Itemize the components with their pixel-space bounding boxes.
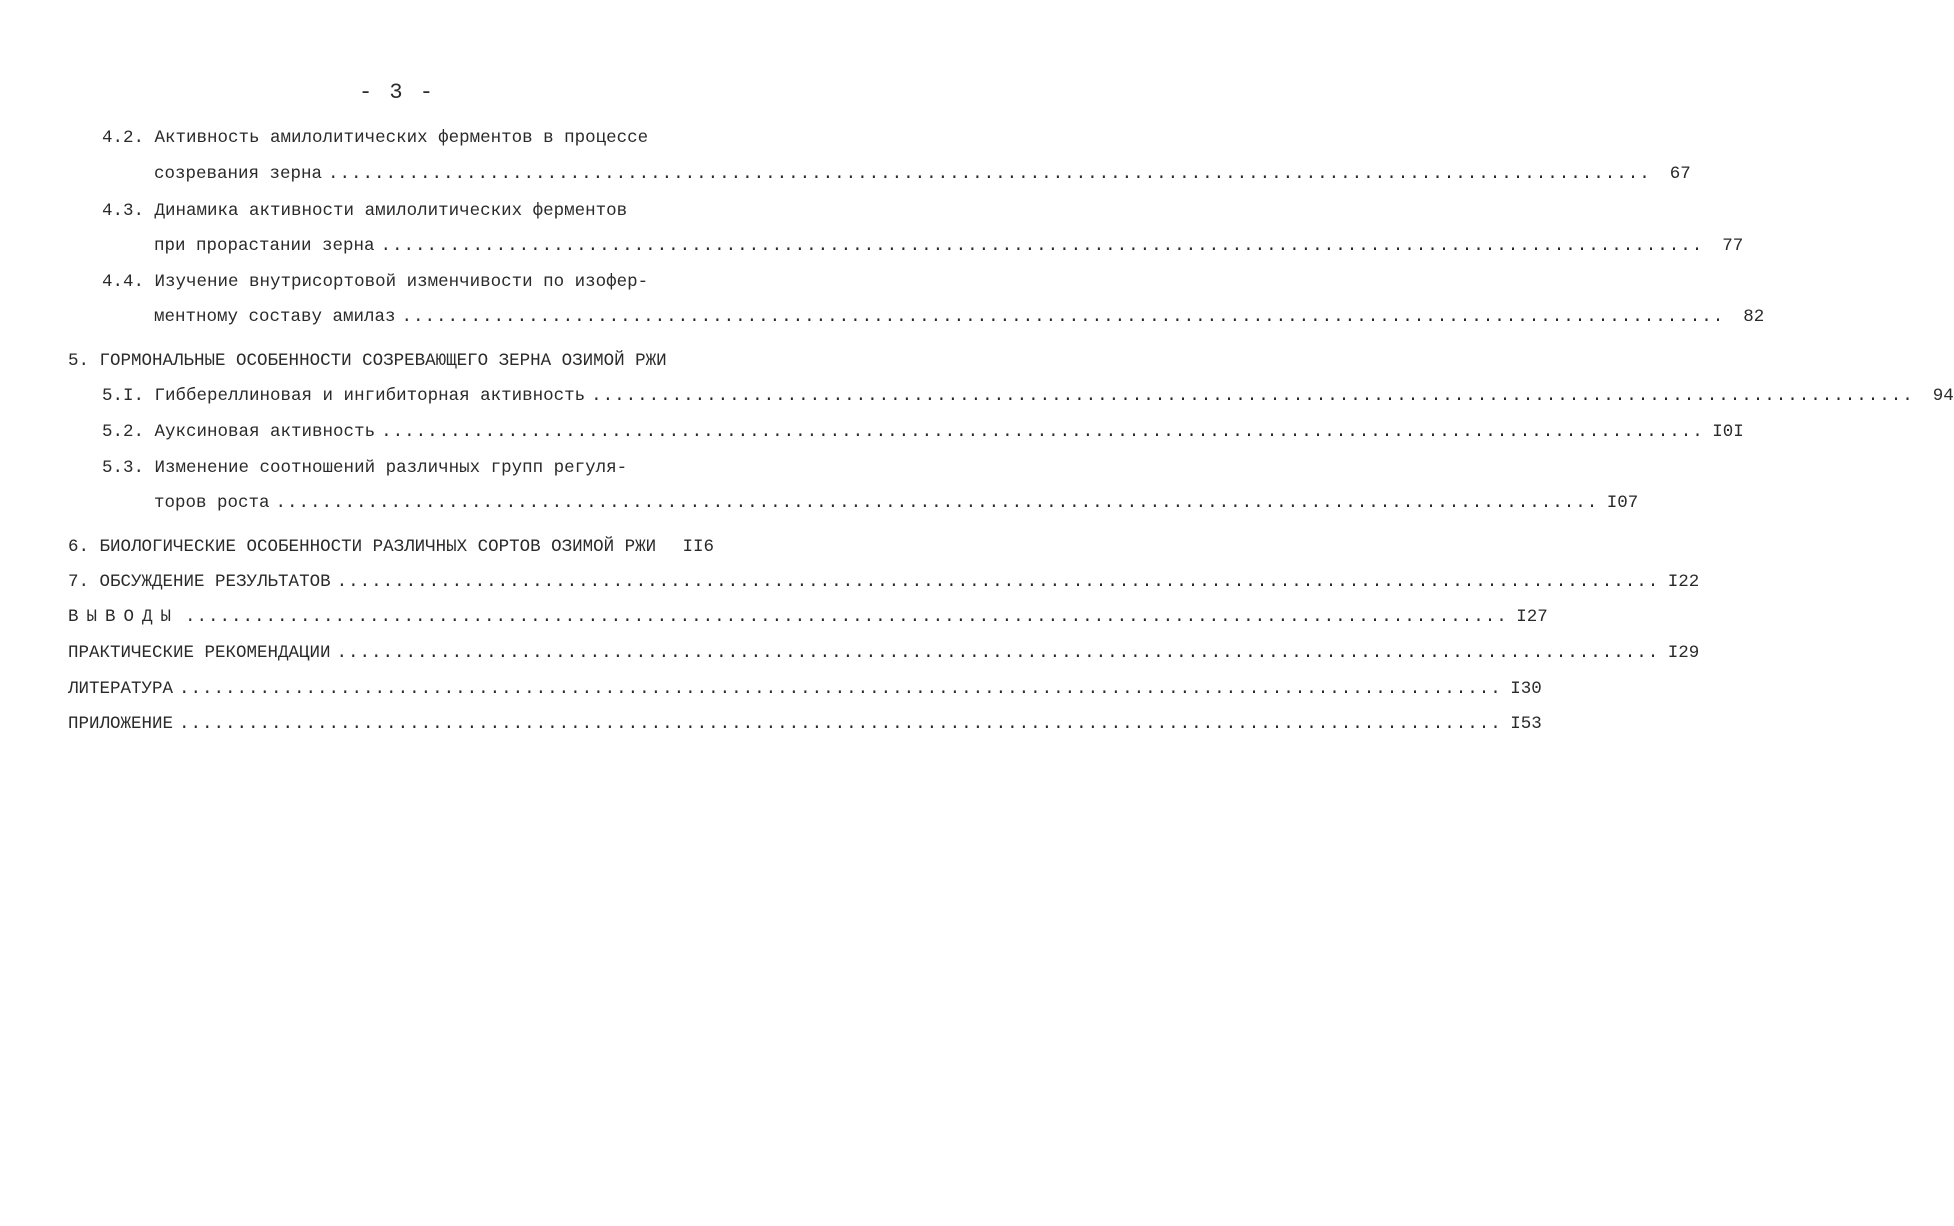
toc-entry-4-2-line2 (154, 162, 1691, 186)
toc-entry-4-3-line1 (102, 199, 627, 223)
toc-entry-4-4-line2 (154, 305, 1765, 329)
toc-number: 5.I. (102, 386, 145, 406)
toc-title-continued: созревания зерна (154, 164, 323, 184)
toc-number: 5.3. (102, 458, 145, 478)
toc-entry-6 (68, 535, 714, 559)
leader-dots: ................................................................................................................... (591, 386, 1914, 406)
toc-title: Изменение соотношений различных групп регуля- (154, 458, 628, 478)
toc-page: I30 (1510, 679, 1542, 699)
toc-number: 4.4. (102, 272, 145, 292)
toc-title: 5.2. Ауксиновая активность (102, 422, 376, 442)
toc-page: 94 (1932, 386, 1954, 406)
toc-title: ВЫВОДЫ (68, 607, 180, 627)
toc-title: ПРАКТИЧЕСКИЕ РЕКОМЕНДАЦИИ (68, 643, 331, 663)
toc-entry-literature (68, 677, 1542, 701)
toc-page: I07 (1606, 493, 1639, 513)
toc-title: ГОРМОНАЛЬНЫЕ ОСОБЕННОСТИ СОЗРЕВАЮЩЕГО ЗЕРНА ОЗИМОЙ РЖИ (99, 351, 667, 371)
toc-title: 7. ОБСУЖДЕНИЕ РЕЗУЛЬТАТОВ (68, 572, 331, 592)
leader-dots: ................................................................................................................... (336, 643, 1660, 663)
leader-dots: ................................................................................................................... (275, 493, 1599, 513)
toc-number: 7. (68, 572, 90, 592)
toc-page: 67 (1669, 164, 1691, 184)
toc-title: ПРИЛОЖЕНИЕ (68, 714, 174, 734)
toc-title: 6. БИОЛОГИЧЕСКИЕ ОСОБЕННОСТИ РАЗЛИЧНЫХ СОРТОВ ОЗИМОЙ РЖИ (68, 537, 657, 557)
toc-page: I53 (1510, 714, 1542, 734)
toc-title: Изучение внутрисортовой изменчивости по изофер- (154, 272, 649, 292)
toc-entry-5 (68, 349, 667, 373)
toc-entry-7 (68, 570, 1700, 594)
toc-page: I27 (1516, 607, 1548, 627)
toc-entry-5-2 (102, 420, 1744, 444)
toc-page: II6 (682, 537, 714, 557)
toc-page: I22 (1667, 572, 1700, 592)
leader-dots: ................................................................................................................... (380, 236, 1704, 256)
leader-dots: ................................................................................................................... (179, 679, 1502, 699)
toc-entry-4-4-line1 (102, 270, 648, 294)
toc-page: I29 (1667, 643, 1700, 663)
leader-dots: ................................................................................................................... (401, 307, 1725, 327)
toc-page: 82 (1743, 307, 1765, 327)
leader-dots: ................................................................................................................... (328, 164, 1651, 184)
page-number: - 3 - (358, 80, 435, 105)
toc-entry-conclusions (68, 605, 1548, 629)
toc-entry-5-3-line2 (154, 491, 1639, 515)
toc-title-continued: торов роста (154, 493, 270, 513)
leader-dots: ................................................................................................................... (381, 422, 1704, 442)
toc-number: 5. (68, 351, 90, 371)
toc-page: I0I (1712, 422, 1744, 442)
toc-page: 77 (1722, 236, 1744, 256)
toc-number: 4.2. (102, 128, 145, 148)
toc-entry-4-3-line2 (154, 234, 1744, 258)
toc-title-continued: при прорастании зерна (154, 236, 375, 256)
toc-entry-5-1 (102, 384, 1954, 408)
toc-entry-4-2-line1 (102, 126, 648, 150)
toc-title: Активность амилолитических ферментов в процессе (154, 128, 649, 148)
leader-dots: ................................................................................................................... (179, 714, 1502, 734)
toc-entry-recommendations (68, 641, 1700, 665)
toc-entry-appendix (68, 712, 1542, 736)
toc-number: 4.3. (102, 201, 145, 221)
toc-title-continued: ментному составу амилаз (154, 307, 396, 327)
toc-number: 6. (68, 537, 90, 557)
leader-dots: ................................................................................................................... (185, 607, 1508, 627)
toc-title: 5.I. Гиббереллиновая и ингибиторная активность (102, 386, 586, 406)
toc-title: Динамика активности амилолитических ферментов (154, 201, 628, 221)
toc-entry-5-3-line1 (102, 456, 627, 480)
toc-title: ЛИТЕРАТУРА (68, 679, 174, 699)
leader-dots: ................................................................................................................... (336, 572, 1660, 592)
toc-number: 5.2. (102, 422, 145, 442)
